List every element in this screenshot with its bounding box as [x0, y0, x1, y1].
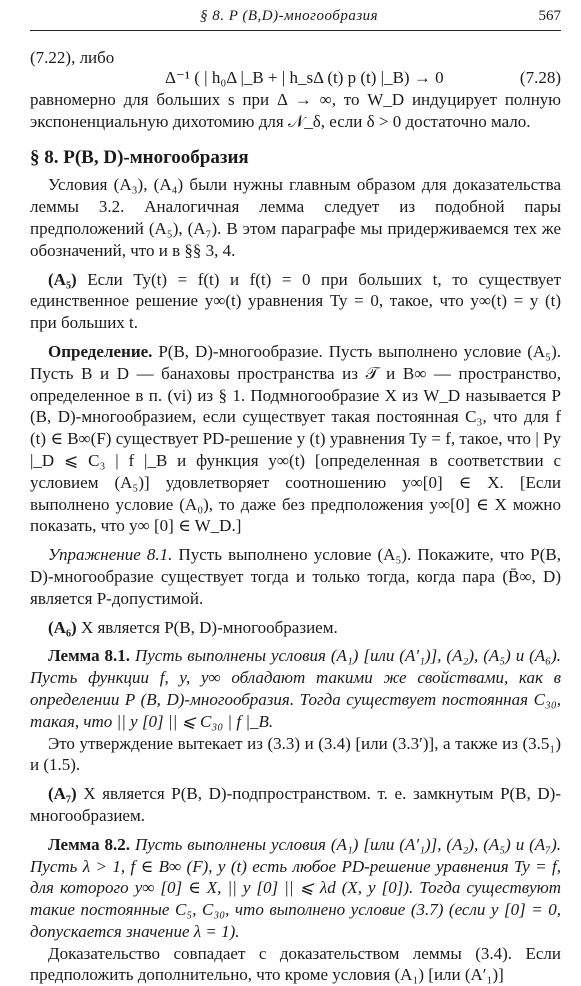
page-header [30, 6, 561, 31]
condition-a7-label: (A₇) [48, 784, 77, 804]
condition-a6-text: X является P(B, D)-многообразием. [76, 617, 338, 637]
exercise-block [30, 544, 561, 609]
exercise-label: Упражнение 8.1. [48, 545, 173, 565]
condition-a6 [30, 617, 561, 639]
condition-a7 [30, 783, 561, 827]
paragraph-proof: Доказательство совпадает с доказательством леммы (3.4). Если предположить дополнительно, что кроме условия (A₁) [или (A′₁)] [30, 943, 561, 985]
equation-formula: Δ⁻¹ ( | h₀Δ |_B + | h_sΔ (t) p (t) |_B) → 0 [165, 68, 444, 87]
condition-a7-text: X является P(B, D)-подпространством. т. е. замкнутым P(B, D)-многообразием. [30, 784, 561, 825]
condition-a6-label: (A₆) [48, 617, 77, 637]
page-number: 567 [538, 8, 561, 24]
equation-number: (7.28) [519, 68, 561, 87]
condition-a5 [30, 269, 561, 334]
condition-a5-text: Если Ty(t) = f(t) и f(t) = 0 при больших t, то существует единственное решение y∞(t) уравнения Ty = 0, такое, что y∞(t) = y (t) при больших t. [30, 269, 561, 333]
lemma-8-2 [30, 834, 561, 943]
exercise-text: Пусть выполнено условие (A₅). Покажите, что P(B, D)-многообразие существует тогда и только тогда, когда пара (B̄∞, D) является P-допустимой. [30, 545, 561, 608]
running-title: § 8. P (B,D)-многообразия [200, 8, 379, 24]
equation-7-28 [30, 45, 561, 89]
lemma-8-1 [30, 645, 561, 732]
definition-text: P(B, D)-многообразие. Пусть выполнено условие (A₅). Пусть B и D — банаховы пространства из 𝒯 и B∞ — пространство, определенное в п. (vi) из § 1. Подмногообразие X из W_D называется P (B, D)-многообразием, если существует такая постоянная C₃, что для f (t) ∈ B∞(F) существует PD-решение y (t) уравнения Ty = f, такое, что | Py |_D ⩽ C₃ | f |_B и функция y∞(t) [определенная в соответствии с условием (A₅)] удовлетворяет соотношению y∞[0] ∈ X. [Если выполнено условие (A₀), то даже без предположения y∞[0] ∈ X можно показать, что y∞ [0] ∈ W_D.] [30, 341, 561, 536]
equation-lead: (7.22), либо [30, 48, 115, 67]
condition-a5-label: (A₅) [48, 269, 77, 289]
lemma-8-1-text: Пусть выполнены условия (A₁) [или (A′₁)], (A₂), (A₅) и (A₆). Пусть функции f, y, y∞ обладают такими же свойствами, как в определении P (B, D)-многообразия. Тогда существует постоянная C₃₀, такая, что || y [0] || ⩽ C₃₀ | f |_B. [30, 646, 561, 731]
lemma-8-2-label: Лемма 8.2. [48, 834, 131, 854]
definition-block [30, 341, 561, 537]
lemma-8-2-text: Пусть выполнены условия (A₁) [или (A′₁)], (A₂), (A₅) и (A₇). Пусть λ > 1, f ∈ B∞ (F), y (t) есть любое PD-решение уравнения Ty = f, для которого y∞ [0] ∈ X, || y [0] || ⩽ λd (X, y [0]). Тогда существуют такие постоянные C₅, C₃₀, что выполнено условие (3.7) (если y [0] = 0, допускается значение λ = 1). [30, 834, 561, 941]
paragraph-conditions: Условия (A₃), (A₄) были нужны главным образом для доказательства леммы 3.2. Аналогичная лемма следует из подобной пары предположений (A₅), (A₇). В этом параграфе мы придерживаемся тех же обозначений, что и в §§ 3, 4. [30, 175, 561, 260]
paragraph-follows: Это утверждение вытекает из (3.3) и (3.4) [или (3.3′)], а также из (3.5₁) и (1.5). [30, 733, 561, 775]
paragraph-dichotomy: равномерно для больших s при Δ → ∞, то W_D индуцирует полную экспоненциальную дихотомию для 𝒩_δ, если δ > 0 достаточно мало. [30, 90, 561, 131]
section-title: § 8. P(B, D)-многообразия [30, 146, 249, 168]
definition-label: Определение. [48, 341, 153, 361]
page-body [30, 45, 561, 986]
lemma-8-1-label: Лемма 8.1. [48, 646, 131, 666]
